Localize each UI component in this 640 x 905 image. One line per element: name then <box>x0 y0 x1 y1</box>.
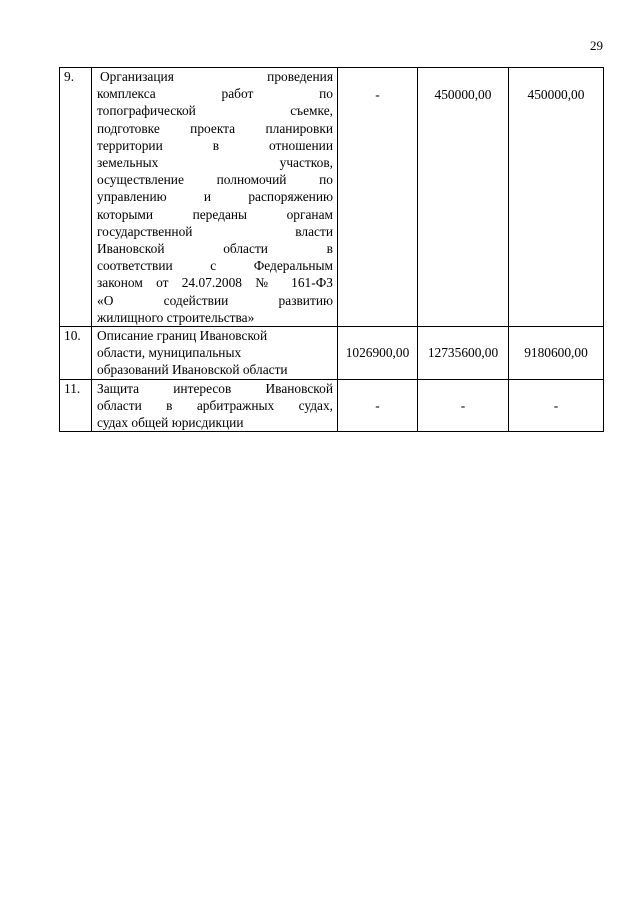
description-line: управлению и распоряжению <box>97 189 333 205</box>
description-line: «О содействии развитию <box>97 292 333 308</box>
description-line: законом от 24.07.2008 № 161-ФЗ <box>97 275 333 291</box>
description-line: осуществление полномочий по <box>97 172 333 188</box>
row-number: 11. <box>60 379 92 432</box>
description-line: области в арбитражных судах, <box>97 397 333 413</box>
value-cell-2: 450000,00 <box>418 68 509 327</box>
budget-table <box>59 67 604 432</box>
page-number: 29 <box>590 38 603 53</box>
description-line: образований Ивановской области <box>97 362 288 378</box>
row-description <box>92 379 338 432</box>
description-line: судах общей юрисдикции <box>97 415 244 431</box>
description-line: территории в отношении <box>97 137 333 153</box>
value-cell-1: - <box>338 379 418 432</box>
row-number: 10. <box>60 327 92 380</box>
description-line: соответствии с Федеральным <box>97 258 333 274</box>
value-cell-2: - <box>418 379 509 432</box>
description-line: которыми переданы органам <box>97 206 333 222</box>
description-line: Ивановской области в <box>97 241 333 257</box>
description-line: Описание границ Ивановской <box>97 328 268 344</box>
description-line: комплекса работ по <box>97 86 333 102</box>
description-line: подготовке проекта планировки <box>97 120 333 136</box>
value-cell-3: 9180600,00 <box>509 327 604 380</box>
description-line: топографической съемке, <box>97 103 333 119</box>
value-cell-2: 12735600,00 <box>418 327 509 380</box>
description-line: жилищного строительства» <box>97 309 255 325</box>
value-cell-3: 450000,00 <box>509 68 604 327</box>
table-row <box>60 379 604 432</box>
description-line: Защита интересов Ивановской <box>97 380 333 396</box>
row-description <box>92 327 338 380</box>
description-line: земельных участков, <box>97 155 333 171</box>
description-line: государственной власти <box>97 223 333 239</box>
description-line: области, муниципальных <box>97 345 242 361</box>
value-cell-1: - <box>338 68 418 327</box>
row-description <box>92 68 338 327</box>
value-cell-3: - <box>509 379 604 432</box>
description-line: Организация проведения <box>100 69 333 84</box>
row-number: 9. <box>60 68 92 327</box>
table-row <box>60 327 604 380</box>
table-row <box>60 68 604 327</box>
value-cell-1: 1026900,00 <box>338 327 418 380</box>
